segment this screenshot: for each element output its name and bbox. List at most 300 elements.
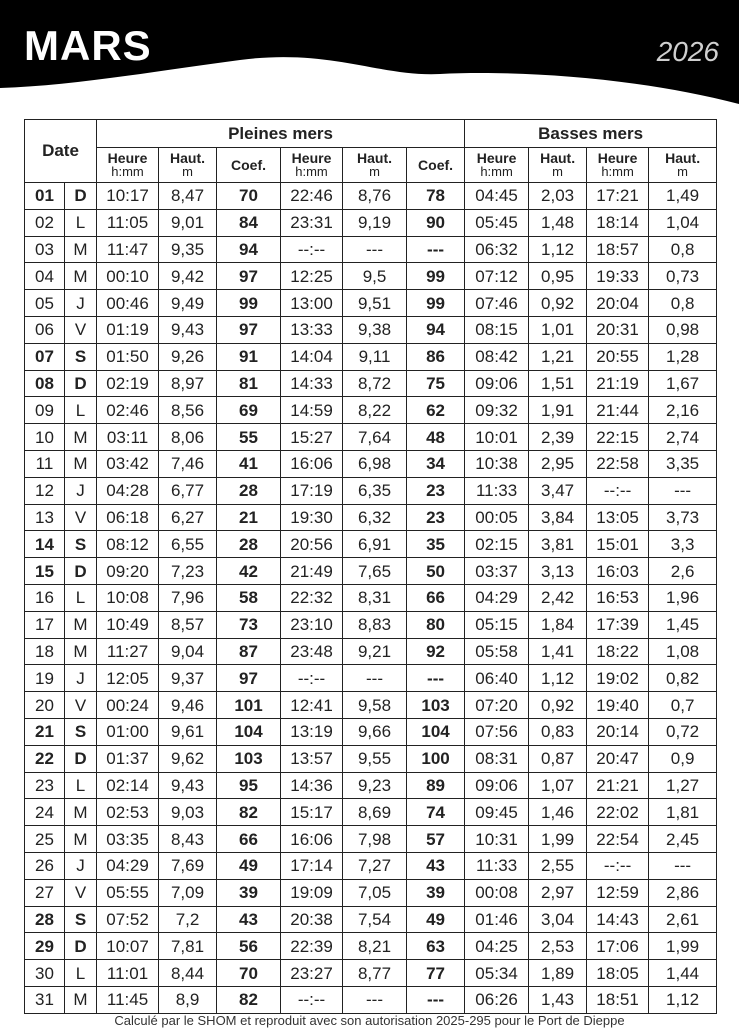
table-row <box>25 852 717 879</box>
bm-height-1: 3,04 <box>529 906 587 933</box>
pm-time-1: 01:50 <box>97 343 159 370</box>
pm-coef-1: 42 <box>217 558 281 585</box>
pm-height-1: 6,77 <box>159 477 217 504</box>
weekday: L <box>65 209 97 236</box>
pm-time-2: 23:27 <box>281 960 343 987</box>
pm-coef-2: 50 <box>407 558 465 585</box>
table-row <box>25 772 717 799</box>
pm-time-2: 20:38 <box>281 906 343 933</box>
day-number: 08 <box>25 370 65 397</box>
pm-time-2: 13:19 <box>281 718 343 745</box>
day-number: 17 <box>25 611 65 638</box>
pm-time-1: 07:52 <box>97 906 159 933</box>
basses-mers-header: Basses mers <box>465 120 717 148</box>
bm-height-2: 0,98 <box>649 316 717 343</box>
weekday: L <box>65 772 97 799</box>
pm-coef-1: 87 <box>217 638 281 665</box>
bm-height-1: 1,46 <box>529 799 587 826</box>
bm-height-2: 2,45 <box>649 826 717 853</box>
bm-height-2: 1,96 <box>649 584 717 611</box>
pm-coef-1: 97 <box>217 665 281 692</box>
day-number: 07 <box>25 343 65 370</box>
bm-height-2: 1,67 <box>649 370 717 397</box>
pm-coef-1: 28 <box>217 477 281 504</box>
bm-height-2: 2,61 <box>649 906 717 933</box>
pm-height-1: 8,44 <box>159 960 217 987</box>
bm-time-2: 18:51 <box>587 986 649 1013</box>
bm-height-1: 2,39 <box>529 424 587 451</box>
pm-coef-1: 82 <box>217 799 281 826</box>
bm-height-2: --- <box>649 852 717 879</box>
pm-height-1: 7,23 <box>159 558 217 585</box>
pm-height-1: 9,26 <box>159 343 217 370</box>
pm-time-2: 19:30 <box>281 504 343 531</box>
pm-height-1: 9,35 <box>159 236 217 263</box>
pm-coef-2: 74 <box>407 799 465 826</box>
pm-coef-2: 35 <box>407 531 465 558</box>
bm-height-1: 1,12 <box>529 665 587 692</box>
table-row <box>25 558 717 585</box>
pm-height-2: 8,21 <box>343 933 407 960</box>
pm-time-1: 06:18 <box>97 504 159 531</box>
pm-height-1: 8,43 <box>159 826 217 853</box>
bm-time-1: 06:40 <box>465 665 529 692</box>
pm-height-2: 7,27 <box>343 852 407 879</box>
bm-time-2: 19:33 <box>587 263 649 290</box>
weekday: J <box>65 477 97 504</box>
pm-height-1: 9,03 <box>159 799 217 826</box>
pm-height-2: 6,98 <box>343 450 407 477</box>
pm-coef-1: 58 <box>217 584 281 611</box>
bm-height-1: 1,99 <box>529 826 587 853</box>
pm-time-1: 11:01 <box>97 960 159 987</box>
pm-coef-1: 104 <box>217 718 281 745</box>
weekday: V <box>65 692 97 719</box>
table-row <box>25 504 717 531</box>
day-number: 28 <box>25 906 65 933</box>
bm-time-1: 07:56 <box>465 718 529 745</box>
table-row <box>25 799 717 826</box>
table-row <box>25 263 717 290</box>
day-number: 10 <box>25 424 65 451</box>
pm-coef-1: 97 <box>217 316 281 343</box>
pm-coef-2: 77 <box>407 960 465 987</box>
pm-height-2: 8,31 <box>343 584 407 611</box>
pm-height-2: 7,54 <box>343 906 407 933</box>
bm-height-2: 1,49 <box>649 183 717 210</box>
bm-time-2: 17:06 <box>587 933 649 960</box>
pm-height-2: 7,65 <box>343 558 407 585</box>
bm-height-1: 1,01 <box>529 316 587 343</box>
bm-time-1: 11:33 <box>465 477 529 504</box>
pm-coef-2: 99 <box>407 290 465 317</box>
pm-height-1: 6,55 <box>159 531 217 558</box>
bm-time-1: 10:38 <box>465 450 529 477</box>
bm-time-2: 18:05 <box>587 960 649 987</box>
pm-coef-2: 89 <box>407 772 465 799</box>
tide-table-body <box>25 183 717 1014</box>
bm-time-1: 10:31 <box>465 826 529 853</box>
bm-time-1: 06:32 <box>465 236 529 263</box>
pm-time-1: 10:49 <box>97 611 159 638</box>
table-row <box>25 209 717 236</box>
pm-height-2: 8,76 <box>343 183 407 210</box>
hm-haut-1-header: Haut. m <box>159 148 217 183</box>
day-number: 13 <box>25 504 65 531</box>
bm-time-1: 08:15 <box>465 316 529 343</box>
pm-height-1: 8,97 <box>159 370 217 397</box>
bm-height-2: 1,12 <box>649 986 717 1013</box>
pm-coef-1: 70 <box>217 183 281 210</box>
pm-time-1: 01:19 <box>97 316 159 343</box>
pm-coef-2: 43 <box>407 852 465 879</box>
pm-coef-2: 99 <box>407 263 465 290</box>
pm-height-1: 7,69 <box>159 852 217 879</box>
table-row <box>25 236 717 263</box>
pm-time-1: 10:07 <box>97 933 159 960</box>
day-number: 22 <box>25 745 65 772</box>
footer-credit: Calculé par le SHOM et reproduit avec son autorisation 2025-295 pour le Port de Dieppe <box>114 1013 625 1028</box>
table-row <box>25 611 717 638</box>
bm-time-2: 21:19 <box>587 370 649 397</box>
pm-height-1: 9,01 <box>159 209 217 236</box>
pm-height-2: 7,05 <box>343 879 407 906</box>
bm-height-2: 0,82 <box>649 665 717 692</box>
pm-coef-1: 49 <box>217 852 281 879</box>
hm-coef-1-header: Coef. <box>217 148 281 183</box>
table-row <box>25 531 717 558</box>
weekday: D <box>65 370 97 397</box>
pm-coef-2: 80 <box>407 611 465 638</box>
bm-time-1: 01:46 <box>465 906 529 933</box>
bm-time-2: 22:15 <box>587 424 649 451</box>
weekday: S <box>65 718 97 745</box>
bm-height-2: 1,45 <box>649 611 717 638</box>
pm-time-1: 11:47 <box>97 236 159 263</box>
pm-coef-1: 81 <box>217 370 281 397</box>
bm-height-2: 3,73 <box>649 504 717 531</box>
pm-height-2: 9,23 <box>343 772 407 799</box>
bm-time-1: 04:29 <box>465 584 529 611</box>
bm-time-1: 02:15 <box>465 531 529 558</box>
pm-height-1: 7,46 <box>159 450 217 477</box>
bm-height-1: 2,42 <box>529 584 587 611</box>
weekday: L <box>65 397 97 424</box>
bm-time-2: 15:01 <box>587 531 649 558</box>
pm-coef-2: 94 <box>407 316 465 343</box>
pm-time-2: --:-- <box>281 236 343 263</box>
bm-time-2: 17:39 <box>587 611 649 638</box>
pm-height-1: 9,49 <box>159 290 217 317</box>
pm-height-1: 8,47 <box>159 183 217 210</box>
bm-time-2: --:-- <box>587 477 649 504</box>
pm-height-1: 6,27 <box>159 504 217 531</box>
pm-coef-2: 57 <box>407 826 465 853</box>
pm-coef-2: 78 <box>407 183 465 210</box>
hm-haut-2-header: Haut. m <box>343 148 407 183</box>
day-number: 16 <box>25 584 65 611</box>
bm-time-1: 09:32 <box>465 397 529 424</box>
weekday: M <box>65 424 97 451</box>
bm-height-1: 2,03 <box>529 183 587 210</box>
bm-height-1: 2,53 <box>529 933 587 960</box>
header-group-row <box>25 120 717 148</box>
pm-coef-1: 66 <box>217 826 281 853</box>
pm-time-2: 23:48 <box>281 638 343 665</box>
bm-time-1: 07:46 <box>465 290 529 317</box>
weekday: M <box>65 236 97 263</box>
bm-height-2: 1,28 <box>649 343 717 370</box>
day-number: 19 <box>25 665 65 692</box>
bm-time-2: 21:44 <box>587 397 649 424</box>
pm-time-1: 02:14 <box>97 772 159 799</box>
table-row <box>25 960 717 987</box>
table-row <box>25 986 717 1013</box>
bm-time-2: 20:55 <box>587 343 649 370</box>
pm-height-2: 9,21 <box>343 638 407 665</box>
weekday: M <box>65 799 97 826</box>
bm-time-1: 05:58 <box>465 638 529 665</box>
pm-coef-2: 75 <box>407 370 465 397</box>
pm-time-1: 03:35 <box>97 826 159 853</box>
weekday: V <box>65 879 97 906</box>
pm-coef-2: 23 <box>407 504 465 531</box>
pm-time-2: 23:31 <box>281 209 343 236</box>
bm-height-1: 2,55 <box>529 852 587 879</box>
day-number: 29 <box>25 933 65 960</box>
pm-time-1: 00:24 <box>97 692 159 719</box>
table-row <box>25 183 717 210</box>
pm-coef-1: 94 <box>217 236 281 263</box>
pm-time-2: 12:25 <box>281 263 343 290</box>
pm-time-2: 16:06 <box>281 450 343 477</box>
bm-height-2: 0,8 <box>649 236 717 263</box>
pm-height-1: 7,81 <box>159 933 217 960</box>
pm-height-2: 9,58 <box>343 692 407 719</box>
bm-height-1: 1,43 <box>529 986 587 1013</box>
bm-height-1: 3,13 <box>529 558 587 585</box>
bm-height-2: 2,86 <box>649 879 717 906</box>
weekday: S <box>65 343 97 370</box>
pm-height-2: 6,32 <box>343 504 407 531</box>
day-number: 20 <box>25 692 65 719</box>
bm-time-1: 07:12 <box>465 263 529 290</box>
bm-time-2: 19:02 <box>587 665 649 692</box>
table-row <box>25 933 717 960</box>
bm-time-2: 20:14 <box>587 718 649 745</box>
pm-coef-2: 92 <box>407 638 465 665</box>
pm-time-1: 10:17 <box>97 183 159 210</box>
pm-coef-2: 63 <box>407 933 465 960</box>
pm-time-2: 19:09 <box>281 879 343 906</box>
pm-height-1: 7,96 <box>159 584 217 611</box>
bm-time-2: 19:40 <box>587 692 649 719</box>
pm-time-2: 15:27 <box>281 424 343 451</box>
table-row <box>25 424 717 451</box>
header-banner <box>0 0 739 112</box>
pm-coef-2: --- <box>407 986 465 1013</box>
table-row <box>25 638 717 665</box>
bm-time-2: 12:59 <box>587 879 649 906</box>
bm-height-2: 3,35 <box>649 450 717 477</box>
pm-height-1: 8,56 <box>159 397 217 424</box>
year-label: 2026 <box>656 36 719 67</box>
pm-coef-1: 55 <box>217 424 281 451</box>
table-row <box>25 316 717 343</box>
day-number: 02 <box>25 209 65 236</box>
pm-coef-1: 56 <box>217 933 281 960</box>
bm-time-2: 22:02 <box>587 799 649 826</box>
bm-height-1: 0,92 <box>529 290 587 317</box>
day-number: 18 <box>25 638 65 665</box>
bm-time-1: 09:45 <box>465 799 529 826</box>
bm-time-1: 05:45 <box>465 209 529 236</box>
weekday: S <box>65 531 97 558</box>
month-title: MARS <box>24 22 152 69</box>
pm-coef-2: 39 <box>407 879 465 906</box>
pm-time-1: 02:53 <box>97 799 159 826</box>
bm-height-2: 1,27 <box>649 772 717 799</box>
pm-coef-1: 39 <box>217 879 281 906</box>
pm-time-2: 14:36 <box>281 772 343 799</box>
pm-height-1: 9,43 <box>159 316 217 343</box>
pm-coef-2: 62 <box>407 397 465 424</box>
tide-table <box>24 119 717 1014</box>
bm-haut-1-header: Haut. m <box>529 148 587 183</box>
pm-time-1: 00:10 <box>97 263 159 290</box>
pm-height-2: 9,66 <box>343 718 407 745</box>
pm-height-2: 9,5 <box>343 263 407 290</box>
table-row <box>25 692 717 719</box>
pm-height-2: 6,35 <box>343 477 407 504</box>
bm-heure-1-header: Heure h:mm <box>465 148 529 183</box>
hm-coef-2-header: Coef. <box>407 148 465 183</box>
bm-height-1: 1,84 <box>529 611 587 638</box>
bm-height-2: 1,81 <box>649 799 717 826</box>
day-number: 14 <box>25 531 65 558</box>
bm-height-1: 1,07 <box>529 772 587 799</box>
bm-height-2: 0,72 <box>649 718 717 745</box>
weekday: L <box>65 584 97 611</box>
bm-height-1: 1,89 <box>529 960 587 987</box>
hm-heure-2-header: Heure h:mm <box>281 148 343 183</box>
pm-time-1: 03:42 <box>97 450 159 477</box>
day-number: 11 <box>25 450 65 477</box>
pm-height-2: --- <box>343 665 407 692</box>
pm-time-1: 09:20 <box>97 558 159 585</box>
table-row <box>25 477 717 504</box>
bm-haut-2-header: Haut. m <box>649 148 717 183</box>
weekday: J <box>65 290 97 317</box>
pm-height-2: 7,98 <box>343 826 407 853</box>
bm-height-2: 3,3 <box>649 531 717 558</box>
pm-time-2: 22:39 <box>281 933 343 960</box>
table-row <box>25 826 717 853</box>
bm-time-2: 13:05 <box>587 504 649 531</box>
pm-coef-2: 48 <box>407 424 465 451</box>
day-number: 23 <box>25 772 65 799</box>
day-number: 01 <box>25 183 65 210</box>
pm-coef-1: 97 <box>217 263 281 290</box>
pm-coef-1: 73 <box>217 611 281 638</box>
pm-coef-1: 95 <box>217 772 281 799</box>
day-number: 03 <box>25 236 65 263</box>
table-row <box>25 718 717 745</box>
pm-time-2: 13:00 <box>281 290 343 317</box>
bm-height-1: 3,81 <box>529 531 587 558</box>
date-header: Date <box>25 120 97 183</box>
pm-height-2: --- <box>343 236 407 263</box>
hm-heure-1-header: Heure h:mm <box>97 148 159 183</box>
bm-height-2: 1,44 <box>649 960 717 987</box>
pm-height-2: --- <box>343 986 407 1013</box>
bm-time-1: 09:06 <box>465 772 529 799</box>
bm-height-1: 0,92 <box>529 692 587 719</box>
pm-time-2: 13:57 <box>281 745 343 772</box>
pm-height-1: 8,9 <box>159 986 217 1013</box>
pm-time-2: 17:14 <box>281 852 343 879</box>
bm-time-1: 08:42 <box>465 343 529 370</box>
pm-height-2: 7,64 <box>343 424 407 451</box>
bm-time-2: 22:54 <box>587 826 649 853</box>
pm-height-1: 8,06 <box>159 424 217 451</box>
pm-height-2: 8,22 <box>343 397 407 424</box>
pm-height-2: 8,72 <box>343 370 407 397</box>
pm-time-1: 11:27 <box>97 638 159 665</box>
pm-coef-2: --- <box>407 665 465 692</box>
day-number: 06 <box>25 316 65 343</box>
pm-time-2: 21:49 <box>281 558 343 585</box>
bm-height-2: 1,08 <box>649 638 717 665</box>
pm-coef-2: 23 <box>407 477 465 504</box>
pm-time-2: 13:33 <box>281 316 343 343</box>
pm-height-2: 6,91 <box>343 531 407 558</box>
bm-time-1: 05:15 <box>465 611 529 638</box>
weekday: D <box>65 745 97 772</box>
table-row <box>25 343 717 370</box>
bm-time-1: 06:26 <box>465 986 529 1013</box>
weekday: M <box>65 611 97 638</box>
bm-time-1: 11:33 <box>465 852 529 879</box>
bm-time-1: 00:05 <box>465 504 529 531</box>
pm-height-2: 9,11 <box>343 343 407 370</box>
bm-height-1: 1,21 <box>529 343 587 370</box>
pm-coef-1: 43 <box>217 906 281 933</box>
pm-time-2: 14:33 <box>281 370 343 397</box>
day-number: 24 <box>25 799 65 826</box>
bm-height-2: 2,74 <box>649 424 717 451</box>
bm-time-2: 14:43 <box>587 906 649 933</box>
pm-coef-1: 41 <box>217 450 281 477</box>
pm-time-1: 01:00 <box>97 718 159 745</box>
weekday: M <box>65 450 97 477</box>
pm-coef-1: 103 <box>217 745 281 772</box>
bm-time-2: 16:03 <box>587 558 649 585</box>
bm-time-2: 20:47 <box>587 745 649 772</box>
pleines-mers-header: Pleines mers <box>97 120 465 148</box>
bm-height-1: 0,95 <box>529 263 587 290</box>
weekday: S <box>65 906 97 933</box>
day-number: 09 <box>25 397 65 424</box>
pm-height-1: 9,04 <box>159 638 217 665</box>
pm-height-1: 9,42 <box>159 263 217 290</box>
pm-time-1: 12:05 <box>97 665 159 692</box>
pm-coef-1: 28 <box>217 531 281 558</box>
pm-height-1: 9,62 <box>159 745 217 772</box>
day-number: 05 <box>25 290 65 317</box>
bm-height-1: 1,48 <box>529 209 587 236</box>
table-row <box>25 906 717 933</box>
